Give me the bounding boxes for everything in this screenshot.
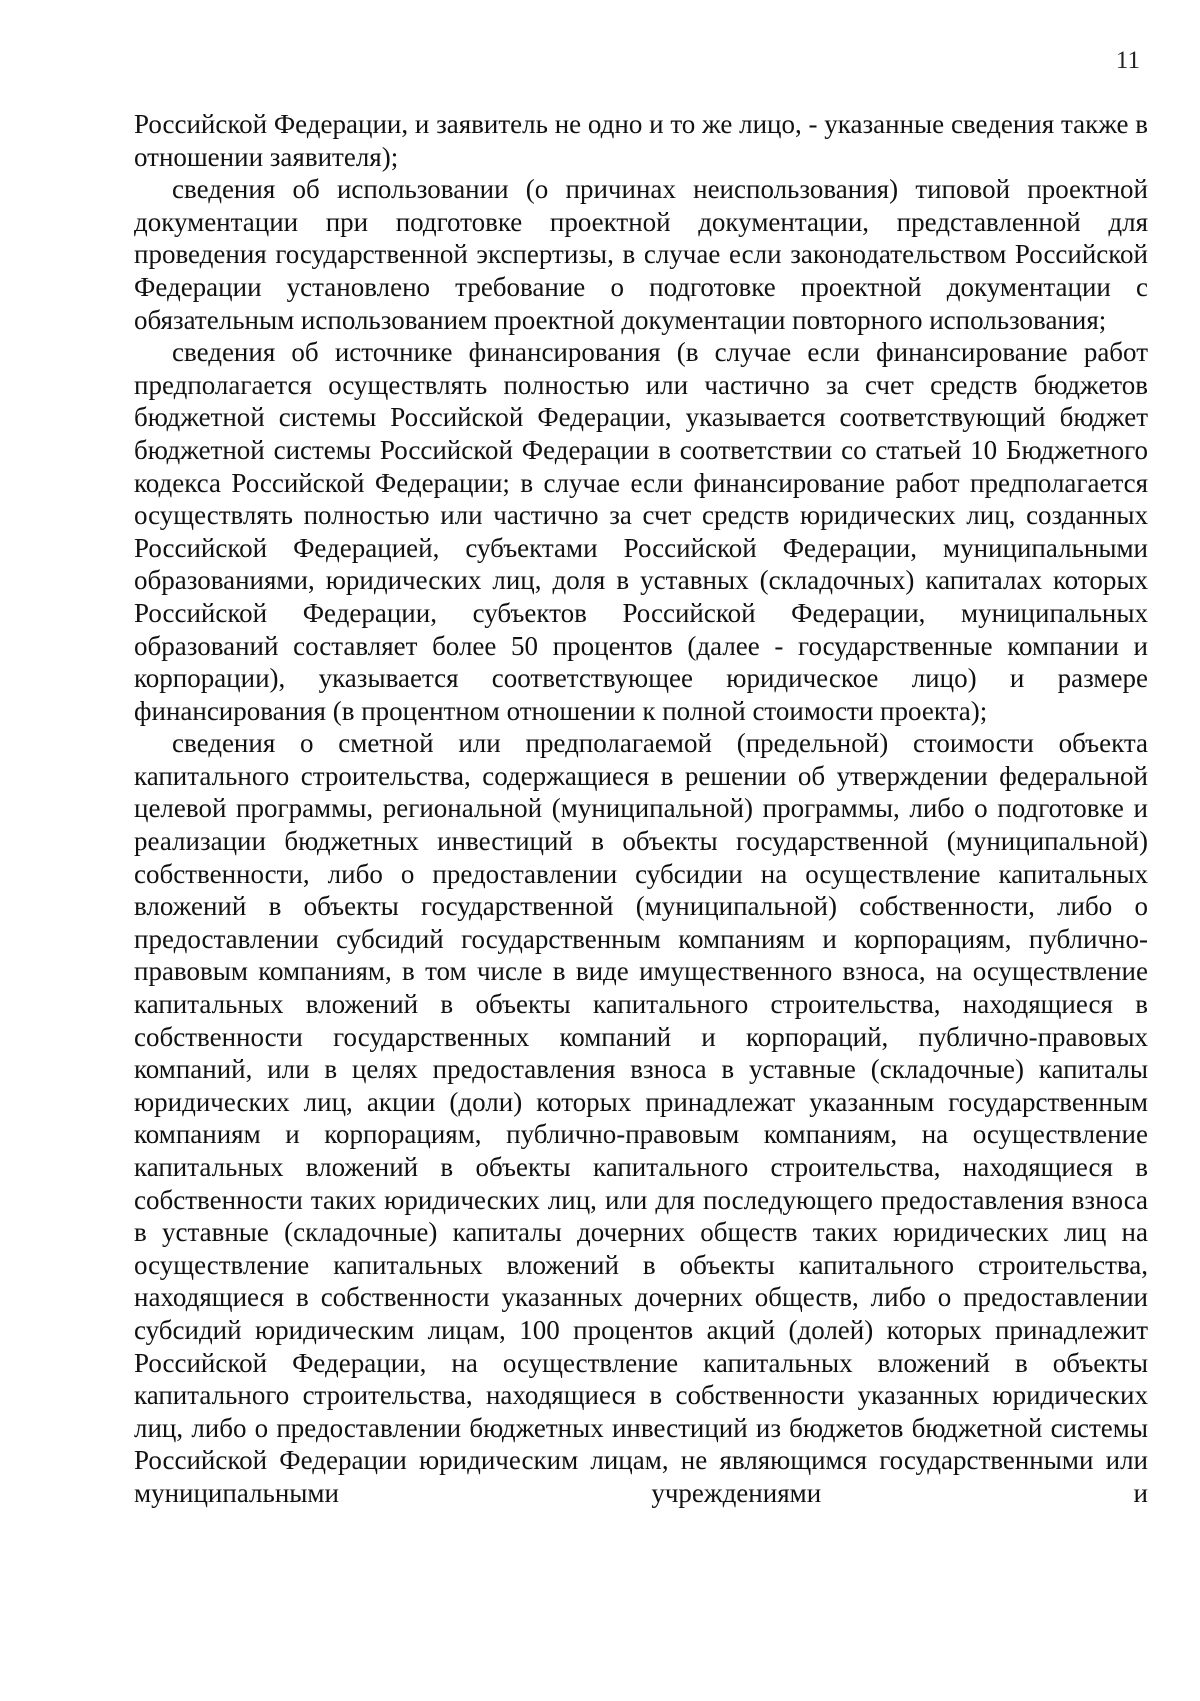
paragraph-estimated-cost: сведения о сметной или предполагаемой (предельной) стоимости объекта капитального строительства, содержащиеся в решении об утверждении федеральной целевой программы, региональной (муниципальной) программы, либо о подготовке и реализации бюджетных инвестиций в объекты государственной (муниципальной) собственности, либо о предоставлении субсидии на осуществление капитальных вложений в объекты государственной (муниципальной) собственности, либо о предоставлении субсидий государственным компаниям и корпорациям, публично-правовым компаниям, в том числе в виде имущественного взноса, на осуществление капитальных вложений в объекты капитального строительства, находящиеся в собственности государственных компаний и корпораций, публично-правовых компаний, или в целях предоставления взноса в уставные (складочные) капиталы юридических лиц, акции (доли) которых принадлежат указанным государственным компаниям и корпорациям, публично-правовым компаниям, на осуществление капитальных вложений в объекты капитального строительства, находящиеся в собственности таких юридических лиц, или для последующего предоставления взноса в уставные (складочные) капиталы дочерних обществ таких юридических лиц на осуществление капитальных вложений в объекты капитального строительства, находящиеся в собственности указанных дочерних обществ, либо о предоставлении субсидий юридическим лицам, 100 процентов акций (долей) которых принадлежит Российской Федерации, на осуществление капитальных вложений в объекты капитального строительства, находящиеся в собственности указанных юридических лиц, либо о предоставлении бюджетных инвестиций из бюджетов бюджетной системы Российской Федерации юридическим лицам, не являющимся государственными или муниципальными учреждениями и <box>134 728 1148 1508</box>
page-number: 11 <box>1115 47 1140 74</box>
paragraph-typical-design-documentation: сведения об использовании (о причинах неиспользования) типовой проектной документации при подготовке проектной документации, представленной для проведения государственной экспертизы, в случае если законодательством Российской Федерации установлено требование о подготовке проектной документации с обязательным использованием проектной документации повторного использования; <box>134 174 1148 335</box>
document-body <box>134 108 1148 1510</box>
paragraph-funding-source: сведения об источнике финансирования (в случае если финансирование работ предполагается осуществлять полностью или частично за счет средств бюджетов бюджетной системы Российской Федерации, указывается соответствующий бюджет бюджетной системы Российской Федерации в соответствии со статьей 10 Бюджетного кодекса Российской Федерации; в случае если финансирование работ предполагается осуществлять полностью или частично за счет средств юридических лиц, созданных Российской Федерацией, субъектами Российской Федерации, муниципальными образованиями, юридических лиц, доля в уставных (складочных) капиталах которых Российской Федерации, субъектов Российской Федерации, муниципальных образований составляет более 50 процентов (далее - государственные компании и корпорации), указывается соответствующее юридическое лицо) и размере финансирования (в процентном отношении к полной стоимости проекта); <box>134 337 1148 726</box>
paragraph-continuation: Российской Федерации, и заявитель не одно и то же лицо, - указанные сведения также в отношении заявителя); <box>134 109 1148 172</box>
